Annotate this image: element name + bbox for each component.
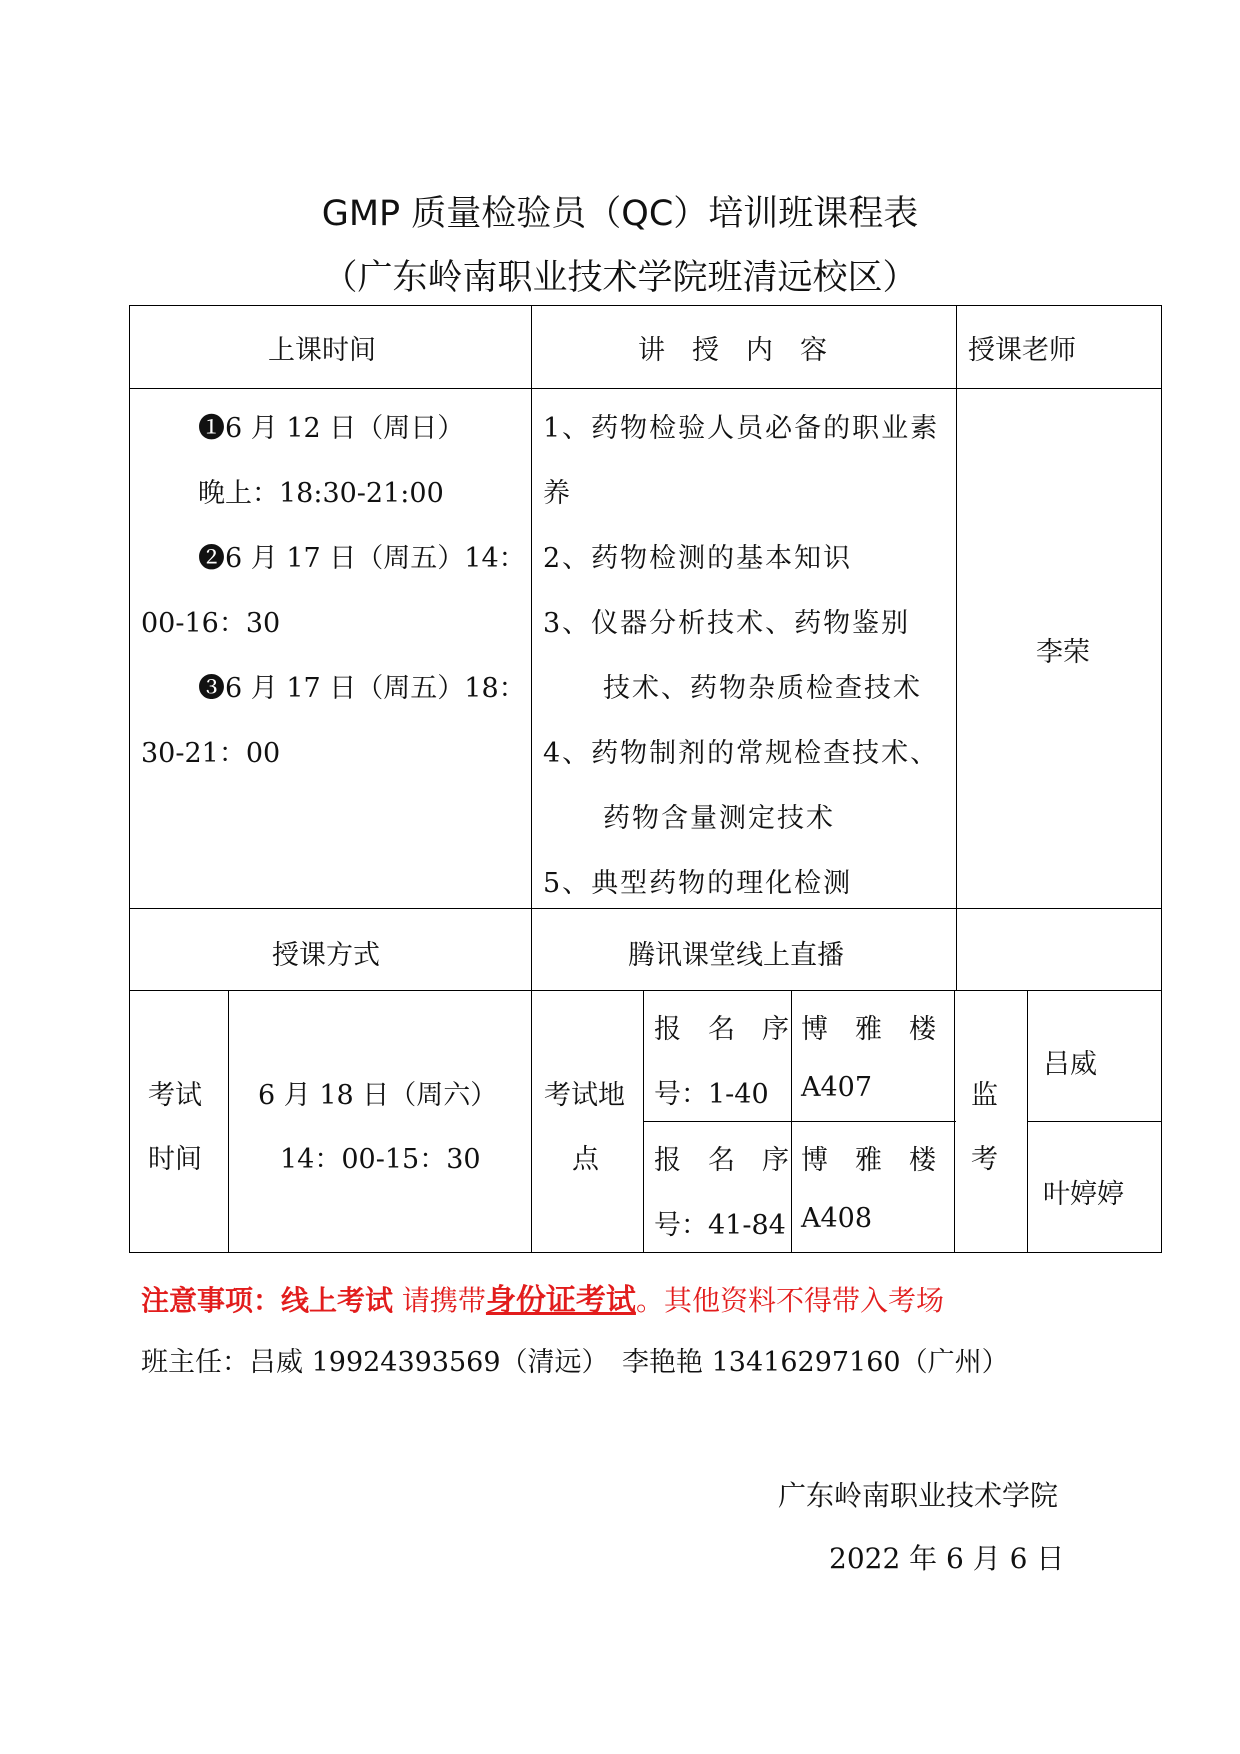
exam-row-1-seq-1: 报 名 序: [654, 1014, 789, 1045]
notice-emphasis: 身份证考试: [485, 1283, 636, 1318]
session-3-time: 30-21：00: [141, 738, 281, 769]
page-subtitle: （广东岭南职业技术学院班清远校区）: [322, 258, 918, 298]
teacher-name: 李荣: [1036, 637, 1090, 668]
header-teacher: 授课老师: [968, 335, 1076, 366]
proctor-label-1: 监: [971, 1080, 998, 1111]
method-label: 授课方式: [272, 940, 380, 971]
page-title: GMP 质量检验员（QC）培训班课程表: [321, 194, 919, 234]
signature-date: 2022 年 6 月 6 日: [829, 1542, 1065, 1575]
exam-place-label-2: 点: [572, 1144, 599, 1175]
notice-line: [141, 1275, 944, 1319]
content-line-5: 技术、药物杂质检查技术: [603, 673, 922, 704]
exam-place-label-1: 考试地: [544, 1080, 625, 1111]
session-1-date: ❶6 月 12 日（周日）: [198, 413, 465, 444]
exam-row-2-room-1: 博 雅 楼: [801, 1145, 936, 1176]
proctor-1: 吕威: [1043, 1049, 1097, 1080]
exam-hours: 14：00-15：30: [280, 1144, 481, 1175]
exam-time-label-2: 时间: [148, 1144, 202, 1175]
content-line-8: 5、典型药物的理化检测: [543, 868, 853, 899]
content-line-1: 1、药物检验人员必备的职业素: [543, 413, 940, 444]
proctor-label-2: 考: [971, 1144, 998, 1175]
session-2-time: 00-16：30: [141, 608, 281, 639]
header-content: 讲 授 内 容: [638, 335, 827, 366]
proctor-2: 叶婷婷: [1043, 1179, 1124, 1210]
contacts-line: 班主任：吕威 19924393569（清远） 李艳艳 13416297160（广州）: [141, 1347, 1009, 1378]
exam-row-2-seq-1: 报 名 序: [654, 1145, 789, 1176]
notice-part1: 请携带: [401, 1284, 486, 1317]
notice-label: 注意事项：线上考试: [141, 1284, 394, 1317]
exam-time-label-1: 考试: [148, 1080, 202, 1111]
exam-row-1-room-2: A407: [801, 1072, 873, 1103]
session-2-date: ❷6 月 17 日（周五）14：: [198, 543, 526, 574]
exam-date: 6 月 18 日（周六）: [258, 1080, 498, 1111]
exam-row-1-room-1: 博 雅 楼: [801, 1014, 936, 1045]
exam-row-1-seq-2: 号：1-40: [654, 1079, 769, 1110]
notice-part2: 。其他资料不得带入考场: [635, 1284, 944, 1317]
content-line-4: 3、仪器分析技术、药物鉴别: [543, 608, 911, 639]
session-1-time: 晚上：18:30-21:00: [198, 478, 444, 509]
content-line-7: 药物含量测定技术: [603, 803, 835, 834]
content-line-6: 4、药物制剂的常规检查技术、: [543, 738, 940, 769]
session-3-date: ❸6 月 17 日（周五）18：: [198, 673, 526, 704]
exam-row-2-room-2: A408: [801, 1203, 873, 1234]
exam-row-2-seq-2: 号：41-84: [654, 1210, 786, 1241]
content-line-2: 养: [543, 478, 570, 509]
header-time: 上课时间: [268, 335, 376, 366]
signature-org: 广东岭南职业技术学院: [778, 1479, 1059, 1512]
content-line-3: 2、药物检测的基本知识: [543, 543, 853, 574]
method-value: 腾讯课堂线上直播: [628, 940, 844, 971]
